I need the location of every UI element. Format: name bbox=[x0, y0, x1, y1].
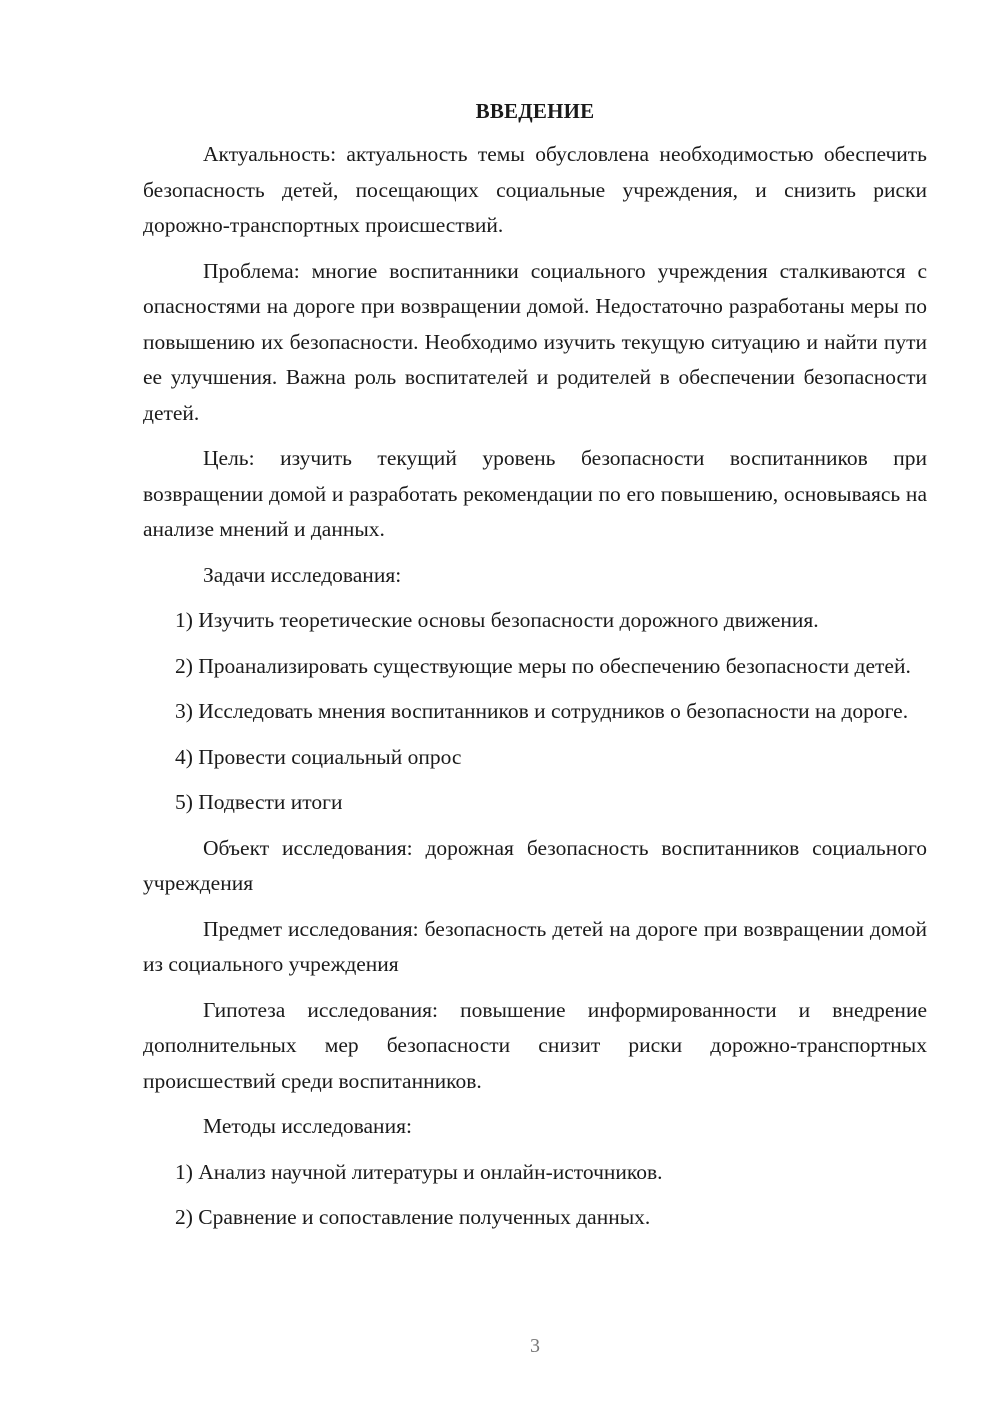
list-item-task-5: 5) Подвести итоги bbox=[175, 790, 343, 814]
list-item-task-3: 3) Исследовать мнения воспитанников и сотрудников о безопасности на дороге. bbox=[175, 699, 909, 723]
paragraph-problem: Проблема: многие воспитанники социального учреждения сталкиваются с опасностями на дороге при возвращении домой. Недостаточно разработаны меры по повышению их безопасности. Необходимо изучить текущую ситуацию и найти пути ее улучшения. Важна роль воспитателей и родителей в обеспечении безопасности детей. bbox=[143, 258, 927, 425]
list-item-method-1: 1) Анализ научной литературы и онлайн-источников. bbox=[175, 1159, 663, 1184]
paragraph-subject: Предмет исследования: безопасность детей на дороге при возвращении домой из социального учреждения bbox=[143, 916, 927, 976]
list-item-task-4: 4) Провести социальный опрос bbox=[175, 744, 462, 769]
page-number: 3 bbox=[530, 1335, 540, 1357]
list-item-task-2: 2) Проанализировать существующие меры по обеспечению безопасности детей. bbox=[175, 653, 911, 678]
section-heading: ВВЕДЕНИЕ bbox=[475, 99, 595, 123]
page-content bbox=[143, 96, 927, 1246]
paragraph-object: Объект исследования: дорожная безопасность воспитанников социального учреждения bbox=[143, 835, 927, 895]
list-item-task-1: 1) Изучить теоретические основы безопасности дорожного движения. bbox=[175, 608, 819, 632]
list-item-method-2: 2) Сравнение и сопоставление полученных данных. bbox=[175, 1205, 651, 1229]
paragraph-tasks-title: Задачи исследования: bbox=[203, 562, 402, 587]
paragraph-goal: Цель: изучить текущий уровень безопасности воспитанников при возвращении домой и разработать рекомендации по его повышению, основываясь на анализе мнений и данных. bbox=[143, 446, 927, 541]
paragraph-hypothesis: Гипотеза исследования: повышение информированности и внедрение дополнительных мер безопасности снизит риски дорожно-транспортных происшествий среди воспитанников. bbox=[143, 997, 927, 1093]
paragraph-methods-title: Методы исследования: bbox=[203, 1114, 412, 1138]
paragraph-relevance: Актуальность: актуальность темы обусловлена необходимостью обеспечить безопасность детей, посещающих социальные учреждения, и снизить риски дорожно-транспортных происшествий. bbox=[143, 142, 927, 237]
